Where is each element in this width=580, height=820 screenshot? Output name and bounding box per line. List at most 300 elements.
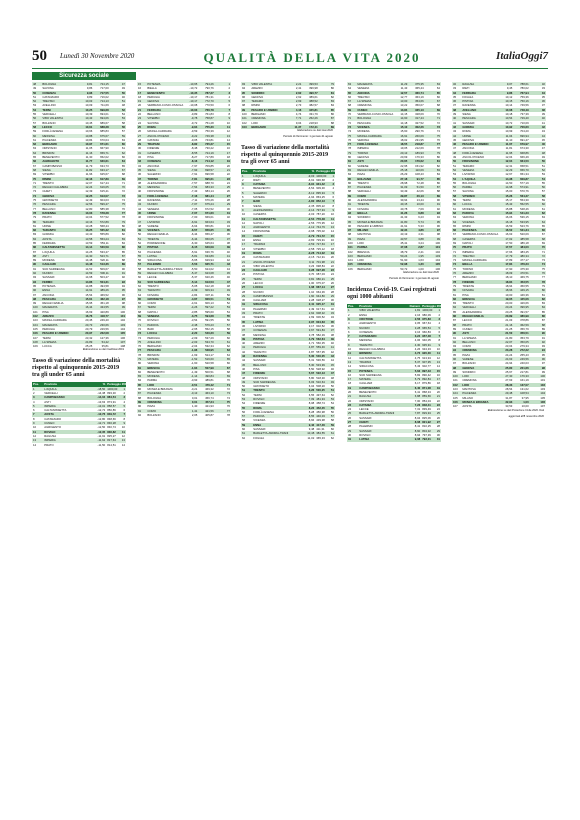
table-cell: 52 [452,168,461,172]
table-cell: 80 [138,361,142,366]
table-cell: AOSTA [41,237,77,241]
table-cell: 2 [348,312,350,317]
table-cell: 19 [215,159,231,163]
table-cell: 426,66 [520,301,529,306]
table-cell: 61 [325,431,335,435]
table-cell: 74 [121,198,125,203]
table-cell: 15 [241,234,252,238]
table-cell: 22 [330,263,334,268]
table-cell: 88 [530,323,546,327]
table-cell: 2 [242,177,244,182]
table-cell: 6,03 [296,380,316,384]
table-cell: 4,71 [308,341,315,346]
table-cell: -2,65 [190,326,198,331]
table-cell: 38 [138,180,142,185]
table-cell: 38 [242,332,246,337]
table-cell: TRENTO [357,180,369,185]
table-cell: 90 [452,331,461,335]
table-cell: PESARO E URBINO [41,331,77,335]
table-cell: SIENA [253,203,262,208]
table-cell: 90 [530,331,546,335]
table-cell: 68 [452,237,461,241]
table-cell: 73 [541,258,545,263]
table-cell: 24 [138,120,142,125]
table-cell: 106 [120,335,125,340]
table-cell: PARMA [461,185,497,189]
page-number: 50 [32,48,47,64]
table-cell: 21,80 [505,335,513,340]
table-cell: 2,69 [286,99,302,103]
table-cell: 25,67 [505,369,513,374]
table-cell: 411,31 [316,427,325,432]
table-cell: BERGAMO [41,142,77,146]
table-cell: 52 [330,392,334,397]
table-cell: PERUGIA [147,335,160,340]
table-cell: 222,08 [93,331,109,335]
table-cell: AREZZO [461,271,497,275]
table-cell: 606,51 [198,297,214,301]
table-cell: 84 [121,240,125,245]
table-cell: 27 [215,194,231,198]
table-cell: AOSTA [462,404,472,409]
table-cell: 33 [215,220,231,224]
table-cell: 787,20 [316,212,325,217]
table-cell: 710,09 [520,120,529,125]
table-cell: 55 [241,406,252,410]
table-cell: 35 [241,320,252,324]
table-cell: 793,01 [422,437,431,442]
table-cell: 48 [121,103,125,108]
table-cell: 714,13 [93,99,109,103]
table-cell: FROSINONE [147,189,164,194]
table-cell: 78 [226,412,230,417]
table-cell: 4,06 [414,338,421,343]
table-cell: 716,02 [100,94,109,99]
table-cell: 51 [325,388,335,392]
table-cell: 651,34 [520,172,529,177]
table-cell: 62 [110,151,126,155]
table-cell: 72 [436,120,440,125]
table-cell: 836,82 [107,429,116,434]
table-cell: 10,45 [85,120,93,125]
table-cell: FERMO [41,280,77,284]
table-cell: BERGAMO [357,266,372,271]
table-cell: -4,61 [190,301,198,306]
table-cell: 68 [348,103,352,108]
table-cell: 67 [33,163,37,168]
table-cell: 39 [137,185,146,189]
table-cell: 39,87 [392,194,408,198]
table-cell: 12 [33,433,37,438]
table-cell: 29 [215,202,231,206]
table-cell: 13,03 [77,211,93,215]
table-cell: UDINE [42,223,52,228]
table-cell: 18 [348,381,352,386]
table-cell: 74 [138,335,142,340]
table-cell: 6,26 [296,388,316,392]
table-cell: 45 [325,363,335,367]
table-cell: 88 [452,323,461,327]
table-cell: SONDRIO [462,369,476,374]
table-cell: 88 [121,258,125,263]
table-cell: 45 [541,137,545,142]
table-cell: 2,87 [408,245,424,249]
table-cell: BERGAMO [356,254,392,258]
table-cell: 521,34 [513,228,529,232]
table-cell: 40 [226,249,230,254]
table-cell: 75 [347,134,356,138]
table-cell: PRATO [461,245,497,249]
table-cell: 356,51 [513,331,529,335]
table-cell: 523,76 [520,223,529,228]
table-cell: 29,48 [497,391,513,395]
table-cell: 21 [215,168,231,172]
table-cell: 37 [137,177,146,181]
table-cell: 797,39 [422,432,431,437]
table-cell: 750,16 [513,99,529,103]
table-cell: 41 [241,345,252,349]
table-cell: ALESSANDRIA [147,180,167,185]
table-cell: VENEZIA [147,206,160,211]
table-cell: PADOVA [146,323,182,327]
table-cell: 67 [453,232,457,237]
table-cell: 540,05 [316,354,325,359]
table-cell: 9 [347,343,358,347]
table-cell: 96 [452,357,461,361]
table-cell: -11,50 [97,442,106,447]
column-3 [241,82,335,440]
table-cell: RAGUSA [461,82,497,86]
table-cell: 591,55 [205,318,214,323]
table-cell: -5,65 [190,258,198,263]
table-cell: COSENZA [252,328,295,332]
table-cell: -1,52 [182,357,198,361]
table-cell: 70 [110,185,126,189]
table-cell: CASERTA [253,212,267,217]
table-cell: ASTI [356,159,392,163]
table-cell: 53 [110,116,126,120]
table-cell: SUD SARDEGNA [252,380,295,384]
table-cell: 476,23 [513,262,529,266]
table-cell: 64 [348,86,352,91]
table-cell: LUCCA [42,344,52,349]
table-cell: 8,60 [402,429,422,433]
table-cell: 38 [226,240,230,245]
table-cell: 934,33 [422,347,431,352]
table-cell: 9 [116,421,126,425]
table-cell: 658,51 [520,163,529,168]
section-label: Sicurezza sociale [32,72,136,80]
table-cell: 1,00 [513,400,529,404]
table-cell: 93 [241,82,250,86]
table-cell: 54 [32,108,41,112]
table-cell: CATANIA [147,137,160,142]
table-cell: TRENTO [462,301,474,306]
table-cell: CATANIA [252,182,295,186]
table-cell: 33 [325,311,335,315]
table-cell: 14 [348,364,352,369]
table-cell: -6,57 [182,228,198,232]
table-cell: 1000,00 [316,173,327,178]
table-cell: 65 [541,223,545,228]
table-cell: 10,18 [505,112,513,117]
table-cell: 780,02 [520,86,529,91]
table-cell: -11,62 [87,438,107,442]
source-note: Elaborazione su dati Protezione Civile 2020. Dati [487,408,544,412]
table-cell: PESCARA [461,116,497,120]
table-cell: 54 [121,112,125,117]
table-cell: 18 [436,381,440,386]
table-cell: 731,72 [316,233,325,238]
table-cell: 7,23 [402,403,422,407]
table-cell: VIBO VALENTIA [250,82,286,86]
table-cell: 58 [226,326,230,331]
table-cell: 8,04 [414,415,421,420]
table-cell: 104 [32,323,41,327]
table-cell: 15,60 [400,129,408,134]
table-cell: 391,57 [520,309,529,314]
table-cell: 15,26 [497,194,513,198]
table-cell: 0,23 [308,263,315,268]
table-cell: 696,58 [205,172,214,177]
table-cell: 744,79 [316,225,325,230]
table-cell: 57 [33,120,37,125]
table-cell: 81 [33,223,37,228]
table-cell: 65 [137,297,146,301]
table-cell: 35 [541,94,545,99]
table-cell: PESCARA [146,348,182,352]
table-cell: PAVIA [462,352,471,357]
table-cell: -9,64 [182,125,198,129]
table-cell: 680,21 [316,276,325,281]
table-cell: RIMINI [251,103,261,108]
table-cell: -7,11 [191,198,198,203]
table-cell: 70 [452,245,461,249]
table-cell: FIRENZE [252,371,295,375]
table-cell: L'AQUILA [43,387,86,391]
table-cell: 18 [138,94,142,99]
table-cell: 902,77 [422,364,431,369]
table-cell: 975,83 [422,316,431,321]
table-cell: 44 [530,134,546,138]
table-cell: 74 [348,129,352,134]
table-cell: 2 [332,177,334,182]
table-cell: 101 [425,245,441,249]
table-cell: LUCCA [461,202,497,206]
table-cell: 17,50 [505,240,513,245]
table-cell: -7,54 [182,185,198,189]
table-cell: 80 [330,86,334,91]
table-cell: 1 [215,82,231,86]
table-cell: 37 [453,103,457,108]
table-cell: 46 [121,94,125,99]
table-cell: 34 [452,91,461,95]
table-cell: -6,91 [182,220,198,224]
table-cell: 850,86 [107,408,116,413]
table-cell: 892,84 [422,377,431,382]
table-cell: 91 [425,202,441,206]
table-cell: 13,58 [77,237,93,241]
table-cell: 616,05 [93,185,109,189]
table-cell: 13 [241,225,252,229]
table-cell: 67 [347,99,356,103]
table-cell: 935,91 [422,342,431,347]
table-cell: 41,80 [392,220,408,224]
table-cell: PIACENZA [356,185,392,189]
table-cell: 500,25 [316,388,325,393]
table-cell: 51 [110,99,126,103]
table-cell: 15 [137,82,146,86]
table-cell: 57 [241,414,252,418]
table-cell: 81 [110,228,126,232]
table-cell: 27 [325,285,335,289]
table-cell: 20,79 [85,326,93,331]
table-cell: 729,40 [513,116,529,120]
table-cell: 73 [425,125,441,129]
table-cell: 2,62 [286,91,302,95]
table-cell: -13,63 [97,399,106,404]
table-cell: 14,60 [392,116,408,120]
table-cell: 11,37 [286,125,302,129]
table-cell: FROSINONE [147,215,164,220]
table-cell: 32 [452,82,461,86]
table-cell: BIELLA [461,262,497,266]
table-cell: 354,66 [408,99,424,103]
table-cell: 613,53 [198,280,214,284]
table-cell: -3,54 [190,318,198,323]
table-cell: CREMONA [250,116,286,120]
table-cell: -7,07 [182,211,198,215]
table-cell: 681,44 [198,194,214,198]
table-cell: SUD SARDEGNA [359,372,382,377]
table-cell: 356,79 [520,326,529,331]
table-cell: VITERBO [461,194,497,198]
table-cell: 17,57 [497,245,513,249]
table-cell: TERNI [252,277,295,281]
table-cell: 37 [541,103,545,108]
table-cell: 34 [330,315,334,320]
table-cell: 2,28 [308,298,315,303]
table-cell: MANTOVA [462,387,476,392]
table-cell: 63 [425,82,441,86]
table-cell: 873,91 [107,399,116,404]
table-cell: 47 [215,280,231,284]
table-cell: COMO [356,194,392,198]
table-cell: 35 [137,168,146,172]
period-note: Periodo di riferimento: 1 gennaio-31 agosto [389,277,439,281]
table-cell: -1,64 [182,366,198,370]
table-cell: LODI [146,383,182,387]
table-cell: 10,15 [497,99,513,103]
table-cell: ASCOLI PICENO [462,155,485,160]
table-cell: 1 [325,174,335,178]
table-cell: 534,70 [198,340,214,344]
table-cell: 92 [452,340,461,344]
table-cell: 42,06 [416,189,424,194]
table-cell: 446,36 [520,292,529,297]
table-cell: 9 [215,116,231,120]
table-cell: 2 [228,86,230,91]
table-cell: 14,14 [77,245,93,249]
table-cell: 69 [137,314,146,318]
table-cell: 93 [453,344,457,349]
table-cell: 75 [110,202,126,206]
table-cell: 10,88 [77,134,93,138]
table-cell: 15,94 [497,211,513,215]
table-cell: L'AQUILA [42,249,55,254]
table-cell: SIRACUSA [252,302,295,306]
table-cell: 60 [452,202,461,206]
table-cell: 767,94 [513,91,529,95]
table-cell: 90 [138,404,142,409]
table-cell: NAPOLI [253,220,264,225]
table-cell: 10,00 [408,202,424,206]
table-cell: ASTI [44,399,51,404]
table-cell: 390,77 [302,91,318,95]
table-cell: 28,98 [400,180,408,185]
table-cell: 530,59 [93,245,109,249]
table-cell: 4,87 [308,349,315,354]
table-cell: 555,89 [100,232,109,237]
table-cell: 688,70 [205,180,214,185]
table-cell: -14,04 [87,395,107,399]
table-cell: 12 [226,129,230,134]
table-cell: 59 [33,129,37,134]
table-cell: 59 [215,331,231,335]
table-cell: 71 [425,116,441,120]
table-cell: 518,30 [316,375,325,380]
table-cell: 61 [241,431,252,435]
table-cell: 15 [431,369,441,373]
table-cell: 421,56 [198,409,214,413]
table-cell: 2 [438,312,440,317]
table-cell: PISA [42,309,49,314]
table-cell: 8 [228,112,230,117]
table-cell: 1,63 [418,258,424,263]
table-cell: LA SPEZIA [462,335,477,340]
table-cell: 26 [242,280,246,285]
table-cell: 26,29 [400,172,408,177]
table-cell: FORLÌ-CESENA [42,129,63,134]
table-cell: VERCELLI [461,305,497,309]
table-cell: 83 [453,301,457,306]
table-cell: -7,05 [190,206,198,211]
table-cell: 87 [137,391,146,395]
table-cell: 576,23 [198,323,214,327]
table-cell: 172,41 [302,125,318,129]
table-cell: 39 [541,112,545,117]
table-cell: 60 [138,275,142,280]
table-cell: 87 [110,254,126,258]
table-cell: 97 [541,361,545,366]
table-cell: 99 [33,301,37,306]
table-cell: 656,70 [513,168,529,172]
table-cell: 218,93 [309,120,318,125]
table-cell: 100 [120,309,125,314]
table-cell: 53 [33,103,37,108]
table-cell: 12,04 [505,155,513,160]
table-cell: 82 [121,232,125,237]
table-cell: 1,60 [296,294,316,298]
table-cell: 3,78 [308,332,315,337]
table-cell: REGGIO EMILIA [461,314,497,318]
table-cell: 48 [242,375,246,380]
table-cell: 509,67 [100,266,109,271]
table-cell: 82 [452,297,461,301]
table-cell: 630,61 [93,159,109,163]
table-cell: 82 [530,297,546,301]
table-cell: 69 [425,108,441,112]
